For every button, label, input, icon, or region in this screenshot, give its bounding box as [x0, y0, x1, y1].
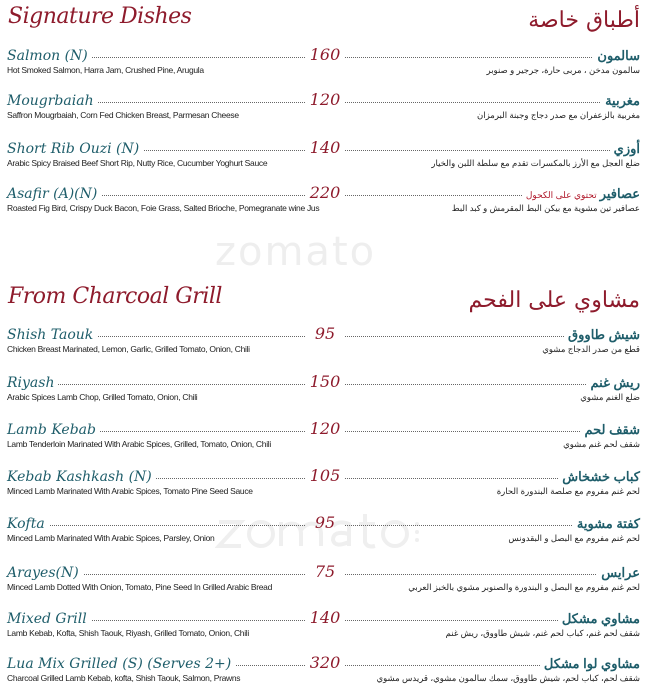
item-name-ar	[597, 565, 640, 581]
item-description-ar: شقف لحم غنم، كباب لحم غنم، شيش طاووق، ريش غنم	[445, 628, 640, 638]
dot-leader	[345, 150, 640, 151]
item-description-en: Arabic Spices Lamb Chop, Grilled Tomato, Onion, Chili	[7, 392, 198, 402]
alcohol-note: تحتوي على الكحول	[525, 190, 597, 200]
item-description-en: Lamb Kebab, Kofta, Shish Taouk, Riyash, Grilled Tomato, Onion, Chili	[7, 628, 249, 638]
item-price: 150	[309, 372, 341, 391]
item-name-ar-text: عصافير	[599, 186, 640, 201]
item-name-ar-text: مغربية	[605, 93, 640, 108]
dot-leader	[345, 102, 640, 103]
item-name-ar	[601, 93, 640, 109]
dot-leader	[345, 574, 640, 575]
item-name-en: Arayes(N)	[7, 565, 83, 581]
item-description-en: Minced Lamb Marinated With Arabic Spices, Tomato Pine Seed Sauce	[7, 486, 253, 496]
item-price: 140	[309, 138, 341, 157]
item-description-ar: لحم غنم مفروم مع البصل و البندورة والصنوبر مشوي بالخبز العربي	[408, 582, 640, 592]
item-name-ar-text: عرايس	[601, 565, 640, 580]
menu-item	[0, 45, 650, 82]
section-title-en: From Charcoal Grill	[8, 284, 222, 309]
item-name-en: Lamb Kebab	[7, 422, 100, 438]
item-description-en: Chicken Breast Marinated, Lemon, Garlic, Grilled Tomato, Onion, Chili	[7, 344, 250, 354]
item-description-en: Roasted Fig Bird, Crispy Duck Bacon, Foie Grass, Salted Brioche, Pomegranate wine Jus	[7, 203, 320, 213]
item-description-en: Arabic Spicy Braised Beef Short Rip, Nutty Rice, Cucumber Yoghurt Sauce	[7, 158, 268, 168]
item-name-en: Mougrbaiah	[7, 93, 98, 109]
item-name-ar	[593, 48, 640, 64]
item-price: 320	[309, 653, 341, 672]
item-name-ar	[564, 327, 640, 343]
item-price: 220	[309, 183, 341, 202]
item-description-ar: سالمون مدخن ، مربى حارة، جرجير و صنوبر	[486, 65, 640, 75]
item-name-ar	[587, 375, 640, 391]
item-price: 75	[314, 562, 336, 581]
section-title-en: Signature Dishes	[8, 4, 192, 29]
item-name-ar-text: مشاوي لوا مشكل	[543, 656, 640, 671]
menu-item	[0, 138, 650, 175]
item-name-en: Salmon (N)	[7, 48, 92, 64]
item-name-ar-text: مشاوي مشكل	[561, 611, 640, 626]
menu-item	[0, 653, 650, 690]
item-name-en: Riyash	[7, 375, 58, 391]
item-name-ar	[558, 611, 640, 627]
item-name-en: Lua Mix Grilled (S) (Serves 2+)	[7, 656, 235, 672]
menu-item	[0, 466, 650, 503]
item-price: 95	[314, 513, 336, 532]
dot-leader	[10, 525, 305, 526]
item-name-ar-text: سالمون	[597, 48, 640, 63]
item-description-en: Hot Smoked Salmon, Harra Jam, Crushed Pine, Arugula	[7, 65, 204, 75]
item-name-ar	[610, 141, 640, 157]
item-name-en: Short Rib Ouzi (N)	[7, 141, 143, 157]
item-description-ar: قطع من صدر الدجاج مشوي	[542, 344, 640, 354]
item-description-ar: شقف لحم غنم مشوي	[563, 439, 640, 449]
item-price: 160	[309, 45, 341, 64]
item-name-ar	[573, 516, 640, 532]
item-name-ar-text: ريش غنم	[590, 375, 640, 390]
item-name-ar-text: أوزي	[613, 141, 640, 156]
menu-item	[0, 90, 650, 127]
item-name-en: Shish Taouk	[7, 327, 97, 343]
item-description-ar: عصافير تين مشوية مع بيكن البط المقرمش و كبد البط	[451, 203, 640, 213]
item-price: 140	[309, 608, 341, 627]
item-description-ar: مغربية بالزعفران مع صدر دجاج وجبنة البرمزان	[477, 110, 640, 120]
item-name-ar-text: شقف لحم	[584, 422, 640, 437]
item-name-ar-text: كفتة مشوية	[576, 516, 640, 531]
item-name-ar	[580, 422, 640, 438]
item-description-ar: لحم غنم مفروم مع البصل و البقدونس	[508, 533, 640, 543]
item-description-ar: ضلع الغنم مشوي	[580, 392, 640, 402]
item-name-en: Mixed Grill	[7, 611, 91, 627]
item-description-en: Charcoal Grilled Lamb Kebab, kofta, Shish Taouk, Salmon, Prawns	[7, 673, 241, 683]
menu-item	[0, 419, 650, 456]
watermark: zomato	[215, 229, 377, 275]
item-description-ar: لحم غنم مفروم مع صلصة البندورة الحارة	[496, 486, 640, 496]
item-description-en: Saffron Mougrbaiah, Corn Fed Chicken Breast, Parmesan Cheese	[7, 110, 239, 120]
menu-item	[0, 562, 650, 599]
item-description-ar: شقف لحم، كباب لحم، شيش طاووق، سمك سالمون مشوي، قريدس مشوي	[376, 673, 640, 683]
menu-item	[0, 183, 650, 220]
item-name-ar	[522, 186, 640, 202]
item-price: 120	[309, 90, 341, 109]
item-name-ar-text: كباب خشخاش	[562, 469, 640, 484]
item-description-en: Minced Lamb Marinated With Arabic Spices, Parsley, Onion	[7, 533, 215, 543]
item-name-ar	[558, 469, 640, 485]
item-price: 95	[314, 324, 336, 343]
item-price: 120	[309, 419, 341, 438]
item-price: 105	[309, 466, 341, 485]
menu-item	[0, 513, 650, 550]
item-description-en: Lamb Tenderloin Marinated With Arabic Spices, Grilled, Tomato, Onion, Chili	[7, 439, 271, 449]
item-name-ar	[540, 656, 640, 672]
item-name-en: Asafir (A)(N)	[7, 186, 101, 202]
item-description-en: Minced Lamb Dotted With Onion, Tomato, Pine Seed In Grilled Arabic Bread	[7, 582, 273, 592]
menu-item	[0, 324, 650, 361]
section-title-ar: مشاوي على الفحم	[468, 288, 640, 313]
section-title-ar: أطباق خاصة	[528, 8, 640, 33]
item-name-en: Kebab Kashkash (N)	[7, 469, 156, 485]
item-description-ar: ضلع العجل مع الأرز بالمكسرات تقدم مع سلطة اللبن والخيار	[431, 158, 640, 168]
item-name-ar-text: شيش طاووق	[568, 327, 640, 342]
menu-item	[0, 372, 650, 409]
menu-item	[0, 608, 650, 645]
item-name-en: Kofta	[7, 516, 49, 532]
